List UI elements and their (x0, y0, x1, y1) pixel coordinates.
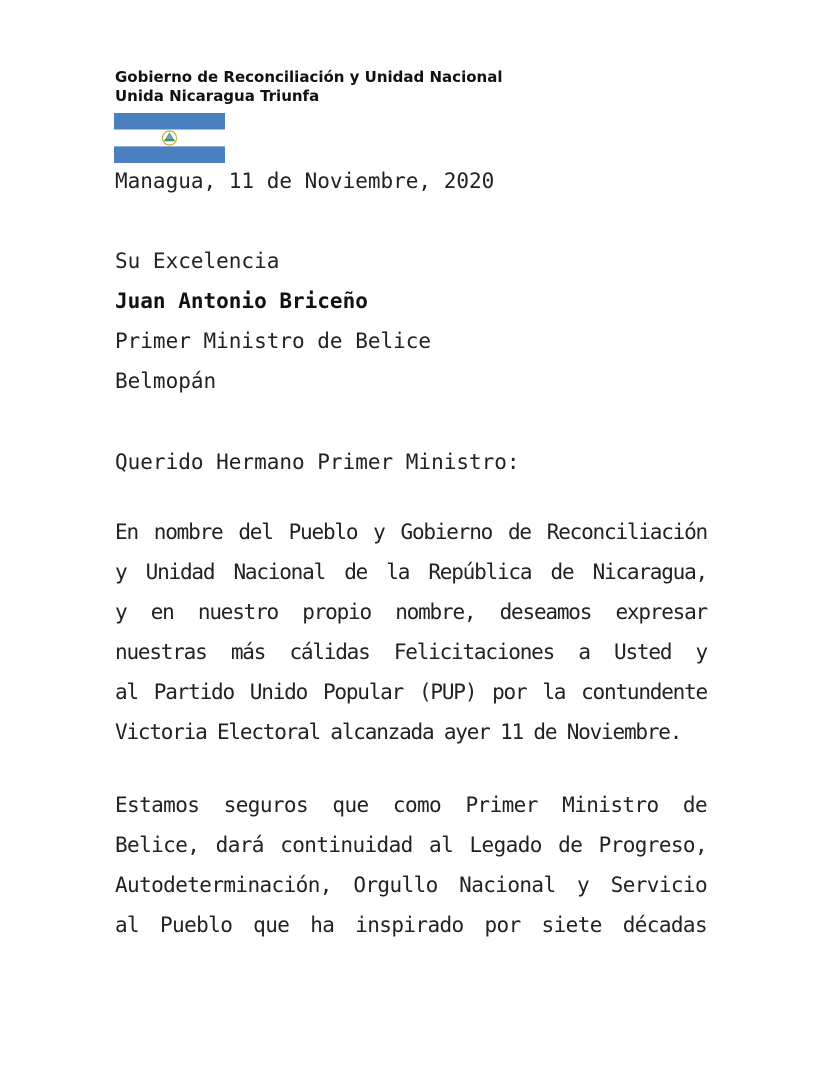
paragraph-congratulations (115, 512, 707, 752)
letterhead-slogan: Unida Nicaragua Triunfa (115, 87, 320, 105)
letter-date: Managua, 11 de Noviembre, 2020 (115, 169, 495, 193)
paragraph-line: En nombre del Pueblo y Gobierno de Reconciliación (115, 520, 707, 544)
recipient-role: Primer Ministro de Belice (115, 329, 432, 353)
paragraph-line: nuestras más cálidas Felicitaciones a Usted y (115, 640, 707, 664)
paragraph-line: al Partido Unido Popular (PUP) por la contundente (115, 680, 707, 704)
paragraph-line: y en nuestro propio nombre, deseamos expresar (115, 600, 707, 624)
flag-bottom-stripe (114, 146, 225, 163)
paragraph-line: Victoria Electoral alcanzada ayer 11 de Noviembre. (115, 720, 682, 744)
paragraph-line: al Pueblo que ha inspirado por siete décadas (115, 913, 707, 937)
flag-top-stripe (114, 113, 225, 130)
letterhead-government-name: Gobierno de Reconciliación y Unidad Nacional (115, 68, 503, 86)
salutation-title: Su Excelencia (115, 249, 280, 273)
paragraph-line: y Unidad Nacional de la República de Nicaragua, (115, 560, 707, 584)
nicaragua-flag-icon (114, 113, 225, 163)
letterhead (115, 68, 502, 106)
paragraph-legacy (115, 785, 707, 945)
paragraph-line: Belice, dará continuidad al Legado de Progreso, (115, 833, 707, 857)
paragraph-line: Autodeterminación, Orgullo Nacional y Servicio (115, 873, 707, 897)
recipient-name: Juan Antonio Briceño (115, 289, 368, 313)
recipient-city: Belmopán (115, 369, 217, 393)
greeting: Querido Hermano Primer Ministro: (115, 450, 520, 474)
paragraph-line: Estamos seguros que como Primer Ministro de (115, 793, 707, 817)
